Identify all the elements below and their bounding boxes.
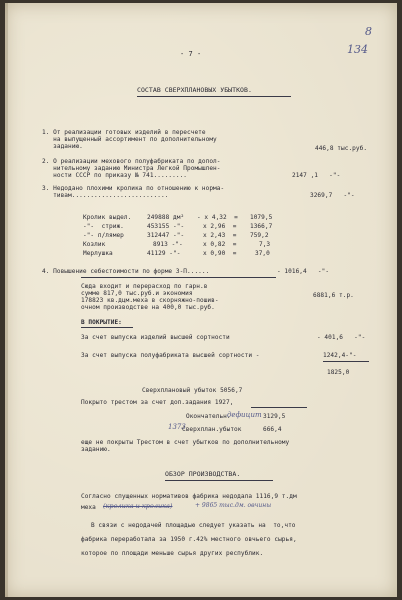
title-underline bbox=[137, 96, 291, 97]
note-line-2: сумме 817,0 тыс.руб.и экономия bbox=[81, 290, 193, 297]
row-qty: 453155 -"- bbox=[147, 223, 185, 230]
section-2-underline bbox=[165, 480, 273, 481]
row-name: -"- стриж. bbox=[83, 223, 124, 230]
item-4-label: 4. Повышение себестоимости по форме 3-П...... bbox=[42, 268, 210, 275]
document-page bbox=[5, 3, 397, 597]
item-2-line-2: нительному заданию Министра Легкой Промышлен- bbox=[42, 165, 221, 172]
row-name: Мерлушка bbox=[83, 250, 113, 257]
note-line-1: Сюда входит и перерасход по гарн.в bbox=[81, 283, 208, 290]
page-number: - 7 - bbox=[180, 50, 202, 58]
section-2-title: ОБЗОР ПРОИЗВОДСТВА. bbox=[165, 470, 241, 478]
section-title: СОСТАВ СВЕРХПЛАНОВЫХ УБЫТКОВ. bbox=[137, 86, 252, 94]
not-covered-line-2: заданию. bbox=[81, 446, 111, 453]
row-name: Кролик выдел. bbox=[83, 214, 132, 221]
over-plan-loss: Сверхплановый убыток 5056,7 bbox=[142, 387, 243, 394]
note-line-4: очном производстве на 400,0 тыс.руб. bbox=[81, 304, 215, 311]
marginal-handwritten-number: 1373 bbox=[168, 423, 186, 431]
item-1-line-1: 1. От реализации готовых изделий в пересчете bbox=[42, 129, 206, 136]
covered-underline bbox=[251, 407, 307, 408]
handwritten-insert: + 9865 тыс.дм. овчины bbox=[195, 502, 272, 509]
row-result: 7,3 bbox=[259, 241, 271, 248]
coverage-title: В ПОКРЫТИЕ: bbox=[81, 319, 122, 326]
covered-by-trust: Покрыто трестом за счет доп.задания 1927, bbox=[81, 399, 234, 406]
row-calc: x 0,90 = bbox=[203, 250, 237, 257]
note-line-3: 178823 кв.дцм.меха в скорняжно-пошив- bbox=[81, 297, 219, 304]
row-qty: 312447 -"- bbox=[147, 232, 185, 239]
row-qty: 41129 -"- bbox=[147, 250, 181, 257]
production-para-1-line-1: Согласно спущенных нормативов фабрика недодала 1116,9 т.дм bbox=[81, 493, 297, 500]
item-2-amount: 2147 ,1 -"- bbox=[292, 172, 341, 179]
note-amount: 6881,6 т.р. bbox=[313, 292, 354, 299]
final-amount: 3129,5 bbox=[263, 413, 286, 420]
coverage-total: 1825,0 bbox=[327, 369, 350, 376]
final-handwritten: дефицит bbox=[227, 411, 262, 419]
coverage-underline bbox=[81, 327, 133, 328]
item-3-amount: 3269,7 -"- bbox=[310, 192, 355, 199]
item-1-line-2: на выпущенный ассортимент по дополнительному bbox=[42, 136, 217, 143]
row-name: Козлик bbox=[83, 241, 106, 248]
coverage-2-amount: 1242,4-"- bbox=[323, 352, 357, 359]
sverkh-amount: 666,4 bbox=[263, 426, 282, 433]
production-para-1-line-2: меха bbox=[81, 504, 96, 511]
item-3-line-1: 3. Недодано плохими кролика по отношению к норма- bbox=[42, 185, 225, 192]
production-para-2-line-2: фабрика переработала за 1950 г.42% местного овчьего сырья, bbox=[81, 536, 297, 543]
archive-mark: 8 bbox=[365, 25, 372, 38]
not-covered-line-1: еще не покрыты Трестом в счет убытков по дополнительному bbox=[81, 439, 290, 446]
final-label: Окончательн. bbox=[186, 413, 231, 420]
item-3-line-2: тивам.......................... bbox=[42, 192, 169, 199]
coverage-1-amount: - 401,6 -"- bbox=[317, 334, 366, 341]
item-2-line-3: ности СССР по приказу № 741......... bbox=[42, 172, 188, 179]
row-result: 37,0 bbox=[255, 250, 270, 257]
page-edge-shadow bbox=[5, 3, 8, 597]
row-result: 1366,7 bbox=[250, 223, 273, 230]
row-qty: 249888 дм² bbox=[147, 214, 185, 221]
item-2-line-1: 2. О реализации мехового полуфабриката по допол- bbox=[42, 158, 221, 165]
row-result: 1079,5 bbox=[250, 214, 273, 221]
production-para-2-line-1: В связи с недодачей площадью следует указать на то,что bbox=[91, 522, 296, 529]
item-4-underline bbox=[81, 277, 276, 278]
row-result: 759,2 bbox=[250, 232, 269, 239]
archive-page-number: 134 bbox=[347, 43, 368, 56]
item-1-amount: 446,8 тыс.руб. bbox=[315, 145, 368, 152]
row-calc: x 2,43 = bbox=[203, 232, 237, 239]
coverage-1-label: За счет выпуска изделий высшей сортности bbox=[81, 334, 230, 341]
row-name: -"- п/лямер bbox=[83, 232, 124, 239]
row-calc: - x 4,32 = bbox=[197, 214, 238, 221]
row-calc: x 0,82 = bbox=[203, 241, 237, 248]
item-4-amount: - 1016,4 -"- bbox=[277, 268, 330, 275]
row-calc: x 2,96 = bbox=[203, 223, 237, 230]
row-qty: 8913 -"- bbox=[153, 241, 183, 248]
coverage-2-label: За счет выпуска полуфабриката высшей сортности - bbox=[81, 352, 260, 359]
item-1-line-3: заданию. bbox=[42, 143, 83, 150]
handwritten-strikeout: (кролика и кролика) bbox=[103, 502, 173, 510]
coverage-sum-line bbox=[323, 361, 369, 362]
production-para-2-line-3: которое по площади меньше сырья других республик. bbox=[81, 550, 264, 557]
sverkh-label: Сверхплан.убыток bbox=[182, 426, 242, 433]
